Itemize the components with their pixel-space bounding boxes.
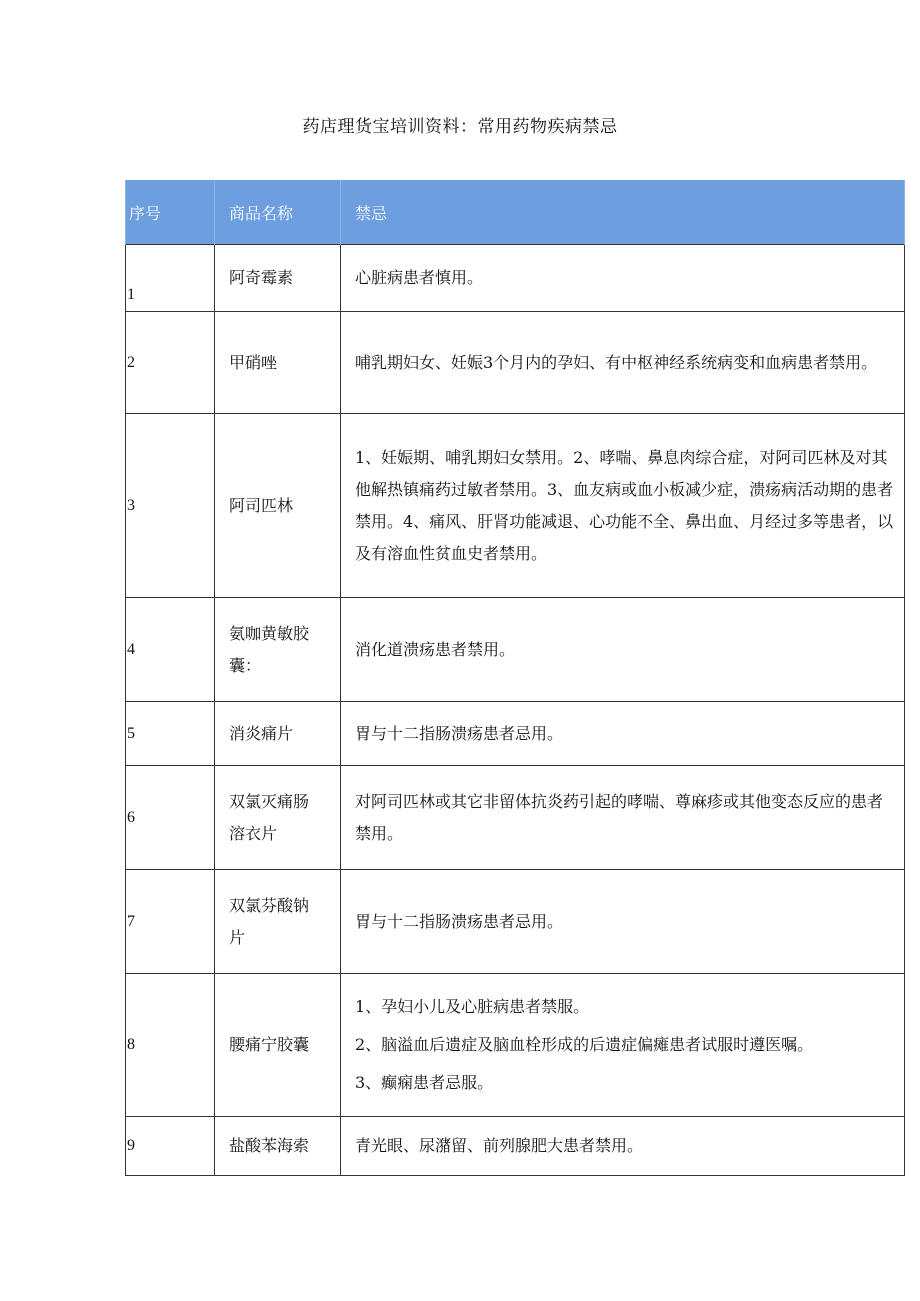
row-index: 1 bbox=[126, 245, 215, 312]
row-contraindication bbox=[341, 598, 905, 702]
header-contraindication: 禁忌 bbox=[341, 180, 905, 245]
contraindication-line: 对阿司匹林或其它非留体抗炎药引起的哮喘、尊麻疹或其他变态反应的患者禁用。 bbox=[355, 791, 884, 843]
row-product-name: 双氯芬酸钠片 bbox=[215, 870, 341, 974]
contraindication-line: 消化道溃疡患者禁用。 bbox=[355, 639, 516, 659]
row-index: 8 bbox=[126, 974, 215, 1117]
contraindication-line: 哺乳期妇女、妊娠3个月内的孕妇、有中枢神经系统病变和血病患者禁用。 bbox=[355, 352, 878, 372]
row-product-name: 盐酸苯海索 bbox=[215, 1117, 341, 1176]
table-header-row bbox=[126, 180, 905, 245]
table-row bbox=[126, 598, 905, 702]
contraindication-line: 1、孕妇小儿及心脏病患者禁服。 bbox=[355, 997, 590, 1016]
row-contraindication bbox=[341, 414, 905, 598]
table-row bbox=[126, 1117, 905, 1176]
row-index: 7 bbox=[126, 870, 215, 974]
row-product-name: 消炎痛片 bbox=[215, 702, 341, 766]
row-index: 9 bbox=[126, 1117, 215, 1176]
table-row bbox=[126, 974, 905, 1117]
row-product-name: 双氯灭痛肠溶衣片 bbox=[215, 766, 341, 870]
row-contraindication bbox=[341, 312, 905, 414]
document-title: 药店理货宝培训资料：常用药物疾病禁忌 bbox=[302, 117, 618, 137]
contraindication-line: 胃与十二指肠溃疡患者忌用。 bbox=[355, 723, 564, 743]
header-index: 序号 bbox=[126, 180, 215, 245]
row-contraindication bbox=[341, 245, 905, 312]
header-product-name: 商品名称 bbox=[215, 180, 341, 245]
row-contraindication bbox=[341, 1117, 905, 1176]
table-row bbox=[126, 245, 905, 312]
row-product-name: 阿奇霉素 bbox=[215, 245, 341, 312]
row-index: 3 bbox=[126, 414, 215, 598]
row-contraindication bbox=[341, 702, 905, 766]
row-product-name: 氨咖黄敏胶囊： bbox=[215, 598, 341, 702]
row-index: 6 bbox=[126, 766, 215, 870]
row-index: 5 bbox=[126, 702, 215, 766]
row-contraindication bbox=[341, 766, 905, 870]
row-index: 2 bbox=[126, 312, 215, 414]
contraindication-line: 3、癫痫患者忌服。 bbox=[355, 1073, 494, 1092]
table-row bbox=[126, 766, 905, 870]
contraindication-line: 心脏病患者慎用。 bbox=[355, 268, 484, 287]
contraindication-line: 2、脑溢血后遗症及脑血栓形成的后遗症偏瘫患者试服时遵医嘱。 bbox=[355, 1035, 814, 1054]
table-row bbox=[126, 870, 905, 974]
row-product-name: 甲硝唑 bbox=[215, 312, 341, 414]
contraindication-table bbox=[125, 180, 905, 1176]
table-row bbox=[126, 414, 905, 598]
contraindication-line: 胃与十二指肠溃疡患者忌用。 bbox=[355, 911, 564, 931]
contraindication-line: 1、妊娠期、哺乳期妇女禁用。2、哮喘、鼻息肉综合症，对阿司匹林及对其他解热镇痛药过敏者禁用。3、血友病或血小板减少症，溃疡病活动期的患者禁用。4、痛风、肝肾功能减退、心功能不全、鼻出血、月经过多等患者，以及有溶血性贫血史者禁用。 bbox=[355, 447, 894, 563]
row-product-name: 阿司匹林 bbox=[215, 414, 341, 598]
row-index: 4 bbox=[126, 598, 215, 702]
row-contraindication bbox=[341, 974, 905, 1117]
table-row bbox=[126, 702, 905, 766]
table-row bbox=[126, 312, 905, 414]
row-contraindication bbox=[341, 870, 905, 974]
row-product-name: 腰痛宁胶囊 bbox=[215, 974, 341, 1117]
contraindication-line: 青光眼、尿潴留、前列腺肥大患者禁用。 bbox=[355, 1136, 644, 1155]
